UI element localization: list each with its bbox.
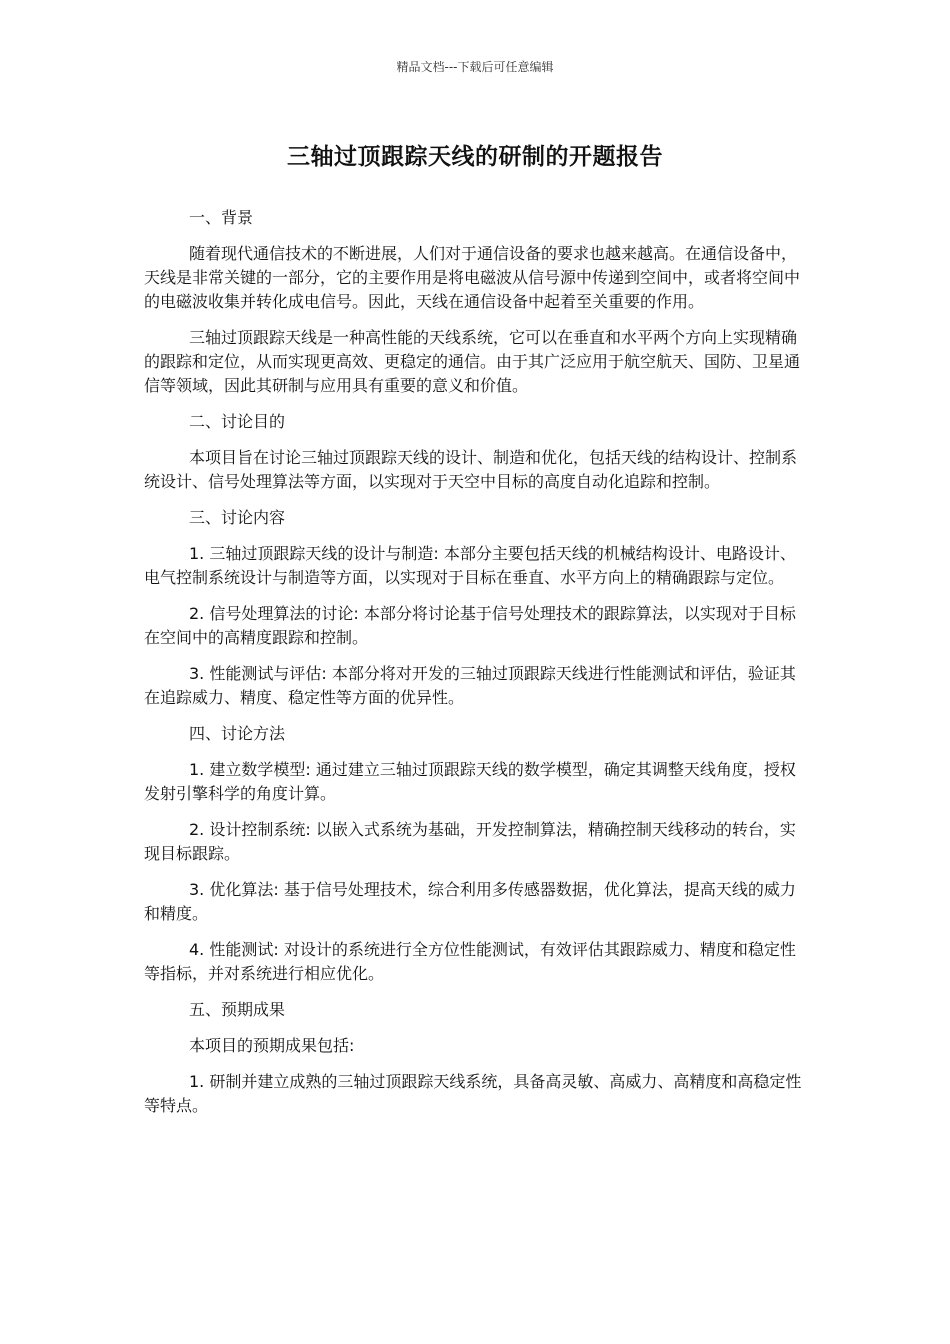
document-title: 三轴过顶跟踪天线的研制的开题报告 (287, 144, 663, 170)
section-methods (144, 722, 810, 986)
list-item: 2. 信号处理算法的讨论: 本部分将讨论基于信号处理技术的跟踪算法，以实现对于目标在空间中的高精度跟踪和控制。 (144, 604, 796, 647)
paragraph: 本项目的预期成果包括: (189, 1036, 355, 1055)
section-heading-background: 一、背景 (189, 208, 254, 227)
document-body (144, 206, 810, 1130)
section-heading-content: 三、讨论内容 (189, 508, 286, 527)
section-results (144, 998, 810, 1118)
section-purpose (144, 410, 810, 494)
page-header-note: 精品文档---下载后可任意编辑 (396, 60, 554, 74)
paragraph: 三轴过顶跟踪天线是一种高性能的天线系统，它可以在垂直和水平两个方向上实现精确的跟踪和定位，从而实现更高效、更稳定的通信。由于其广泛应用于航空航天、国防、卫星通信等领域，因此其研制与应用具有重要的意义和价值。 (144, 328, 801, 395)
list-item: 1. 三轴过顶跟踪天线的设计与制造: 本部分主要包括天线的机械结构设计、电路设计、电气控制系统设计与制造等方面，以实现对于目标在垂直、水平方向上的精确跟踪与定位。 (144, 544, 796, 587)
list-item: 2. 设计控制系统: 以嵌入式系统为基础，开发控制算法，精确控制天线移动的转台，实现目标跟踪。 (144, 820, 796, 863)
section-background (144, 206, 810, 398)
section-heading-purpose: 二、讨论目的 (189, 412, 286, 431)
paragraph: 本项目旨在讨论三轴过顶跟踪天线的设计、制造和优化，包括天线的结构设计、控制系统设计、信号处理算法等方面，以实现对于天空中目标的高度自动化追踪和控制。 (144, 448, 798, 491)
list-item: 3. 优化算法: 基于信号处理技术，综合利用多传感器数据，优化算法，提高天线的威力和精度。 (144, 880, 796, 923)
section-heading-methods: 四、讨论方法 (189, 724, 286, 743)
section-heading-results: 五、预期成果 (189, 1000, 286, 1019)
list-item: 3. 性能测试与评估: 本部分将对开发的三轴过顶跟踪天线进行性能测试和评估，验证其在追踪威力、精度、稳定性等方面的优异性。 (144, 664, 796, 707)
list-item: 1. 建立数学模型: 通过建立三轴过顶跟踪天线的数学模型，确定其调整天线角度，授权发射引擎科学的角度计算。 (144, 760, 796, 803)
list-item: 4. 性能测试: 对设计的系统进行全方位性能测试，有效评估其跟踪威力、精度和稳定性等指标，并对系统进行相应优化。 (144, 940, 796, 983)
list-item: 1. 研制并建立成熟的三轴过顶跟踪天线系统，具备高灵敏、高威力、高精度和高稳定性等特点。 (144, 1072, 802, 1115)
section-content (144, 506, 810, 710)
paragraph: 随着现代通信技术的不断进展，人们对于通信设备的要求也越来越高。在通信设备中，天线是非常关键的一部分，它的主要作用是将电磁波从信号源中传递到空间中，或者将空间中的电磁波收集并转化成电信号。因此，天线在通信设备中起着至关重要的作用。 (144, 244, 801, 311)
